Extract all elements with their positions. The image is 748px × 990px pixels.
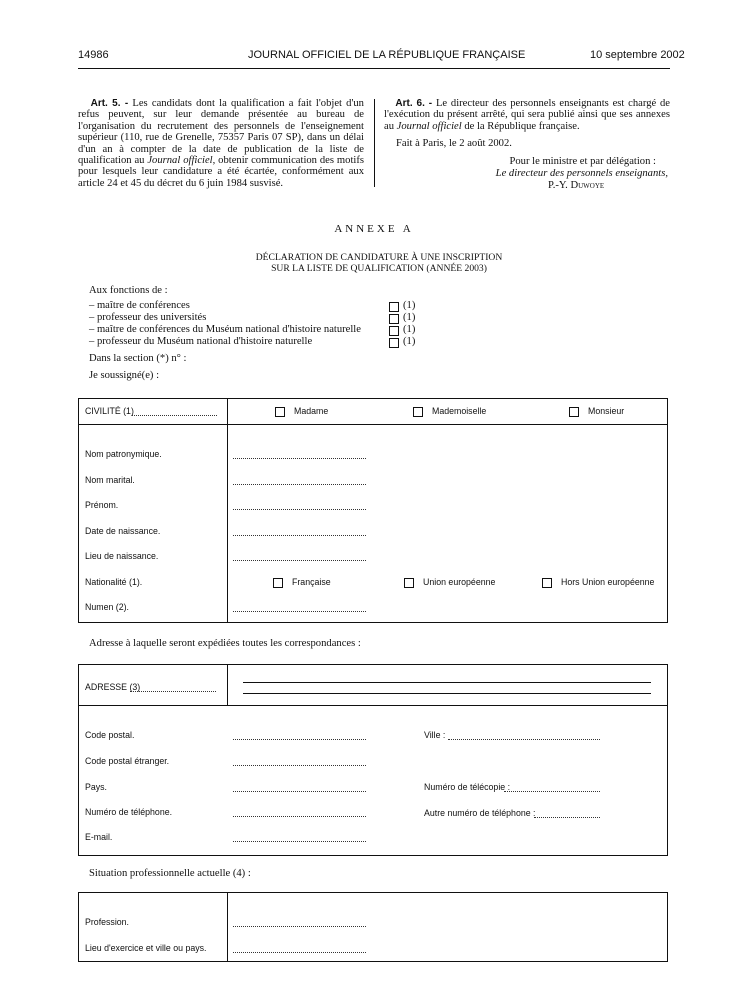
- nom-marital-field[interactable]: [233, 484, 366, 485]
- fonction-checkbox[interactable]: [389, 326, 399, 336]
- pays-field[interactable]: [233, 791, 366, 792]
- civilite-row-divider: [79, 424, 667, 425]
- section-number-label: Dans la section (*) n° :: [89, 353, 187, 364]
- telecopie-field[interactable]: [504, 791, 600, 792]
- adresse-intro: Adresse à laquelle seront expédiées toutes les correspondances :: [89, 638, 361, 649]
- hors-union-label: Hors Union européenne: [561, 577, 655, 587]
- article-5-label: Art. 5. -: [90, 98, 129, 109]
- telephone-label: Numéro de téléphone.: [85, 807, 173, 817]
- directeur-title: Le directeur des personnels enseignants,: [495, 168, 668, 179]
- signature: P.-Y. Duwoye: [548, 180, 605, 191]
- identity-box: [78, 398, 668, 623]
- francaise-label: Française: [292, 577, 331, 587]
- numen-label: Numen (2).: [85, 602, 129, 612]
- adresse-label-field[interactable]: [130, 691, 216, 692]
- declaration-line-2: SUR LA LISTE DE QUALIFICATION (ANNÉE 2003): [271, 263, 487, 274]
- hors-union-checkbox[interactable]: [542, 578, 552, 588]
- annexe-title: ANNEXE A: [334, 223, 414, 235]
- journal-title: JOURNAL OFFICIEL DE LA RÉPUBLIQUE FRANÇAISE: [248, 49, 526, 61]
- article-6-text-b: de la République française.: [464, 120, 580, 132]
- adresse-line-1[interactable]: [243, 682, 651, 683]
- ville-field[interactable]: [448, 739, 600, 740]
- declaration-line-1: DÉCLARATION DE CANDIDATURE À UNE INSCRIPTION: [255, 252, 503, 263]
- mademoiselle-label: Mademoiselle: [432, 406, 487, 416]
- madame-checkbox[interactable]: [275, 407, 285, 417]
- fonction-note: (1): [403, 336, 416, 347]
- civilite-field[interactable]: [132, 415, 217, 416]
- autre-telephone-label: Autre numéro de téléphone :: [424, 808, 536, 818]
- profession-field[interactable]: [233, 926, 366, 927]
- article-5-text-b: obtenir communication des motifs pour lesquels leur candidature a été écartée, conformément aux article 24 et 45 du décret du 6 juin 1984 susvisé.: [78, 155, 364, 189]
- fonction-note: (1): [403, 324, 416, 335]
- page-number: 14986: [78, 49, 109, 61]
- fonction-item: – professeur du Muséum national d'histoire naturelle: [89, 336, 313, 347]
- column-divider: [374, 99, 375, 187]
- fonction-checkbox[interactable]: [389, 338, 399, 348]
- mademoiselle-checkbox[interactable]: [413, 407, 423, 417]
- prenom-field[interactable]: [233, 509, 366, 510]
- fonction-item: – maître de conférences du Muséum national d'histoire naturelle: [89, 324, 361, 335]
- date-naissance-field[interactable]: [233, 535, 366, 536]
- fonction-checkbox[interactable]: [389, 302, 399, 312]
- article-6-label: Art. 6. -: [395, 98, 433, 109]
- email-field[interactable]: [233, 841, 366, 842]
- article-6: [384, 98, 670, 132]
- email-label: E-mail.: [85, 832, 113, 842]
- issue-date: 10 septembre 2002: [590, 49, 685, 61]
- autre-telephone-field[interactable]: [534, 817, 600, 818]
- pays-label: Pays.: [85, 782, 108, 792]
- nom-patronymique-field[interactable]: [233, 458, 366, 459]
- union-europeenne-label: Union européenne: [423, 577, 496, 587]
- lieu-naissance-field[interactable]: [233, 560, 366, 561]
- nom-marital-label: Nom marital.: [85, 475, 135, 485]
- pour-le-ministre: Pour le ministre et par délégation :: [509, 156, 656, 167]
- francaise-checkbox[interactable]: [273, 578, 283, 588]
- date-naissance-label: Date de naissance.: [85, 526, 161, 536]
- identity-column-divider: [227, 399, 228, 622]
- union-europeenne-checkbox[interactable]: [404, 578, 414, 588]
- header-rule: [78, 68, 670, 69]
- article-5-text-a: Les candidats dont la qualification a fait l'objet d'un refus peuvent, sur leur demande présentée au bureau de l'organisation du recrutement des personnels de l'enseignement supérieur (110, rue de Grenelle, 75357 Paris 07 SP), dans un délai d'un an à compter de la date de publication de la liste de qualification au: [78, 98, 364, 167]
- fonction-checkbox[interactable]: [389, 314, 399, 324]
- lieu-exercice-field[interactable]: [233, 952, 366, 953]
- telephone-field[interactable]: [233, 816, 366, 817]
- situation-intro: Situation professionnelle actuelle (4) :: [89, 868, 251, 879]
- soussigne-label: Je soussigné(e) :: [89, 370, 160, 381]
- fonctions-intro: Aux fonctions de :: [89, 285, 168, 296]
- fonction-item: – maître de conférences: [89, 300, 190, 311]
- adresse-row-divider: [79, 705, 667, 706]
- nom-patronymique-label: Nom patronymique.: [85, 449, 162, 459]
- article-6-text-a: Le directeur des personnels enseignants est chargé de l'exécution du présent arrêté, qui sera publié ainsi que ses annexes au: [384, 98, 670, 132]
- nationalite-label: Nationalité (1).: [85, 577, 143, 587]
- prenom-label: Prénom.: [85, 500, 119, 510]
- article-6-journal: Journal officiel: [396, 120, 462, 132]
- fonction-item: – professeur des universités: [89, 312, 207, 323]
- civilite-label: CIVILITÉ (1): [85, 406, 134, 416]
- adresse-column-divider: [227, 665, 228, 705]
- code-postal-label: Code postal.: [85, 730, 135, 740]
- fonction-note: (1): [403, 300, 416, 311]
- numen-field[interactable]: [233, 611, 366, 612]
- ville-label: Ville :: [424, 730, 446, 740]
- situation-column-divider: [227, 893, 228, 961]
- monsieur-checkbox[interactable]: [569, 407, 579, 417]
- monsieur-label: Monsieur: [588, 406, 625, 416]
- adresse-label: ADRESSE (3): [85, 682, 141, 692]
- fonction-note: (1): [403, 312, 416, 323]
- profession-label: Profession.: [85, 917, 130, 927]
- code-postal-etranger-field[interactable]: [233, 765, 366, 766]
- article-5: [78, 98, 364, 189]
- adresse-line-2[interactable]: [243, 693, 651, 694]
- madame-label: Madame: [294, 406, 329, 416]
- code-postal-etranger-label: Code postal étranger.: [85, 756, 170, 766]
- lieu-exercice-label: Lieu d'exercice et ville ou pays.: [85, 943, 207, 953]
- lieu-naissance-label: Lieu de naissance.: [85, 551, 159, 561]
- telecopie-label: Numéro de télécopie :: [424, 782, 511, 792]
- article-5-journal: Journal officiel,: [147, 155, 216, 167]
- fait-a-paris: Fait à Paris, le 2 août 2002.: [396, 138, 512, 149]
- code-postal-field[interactable]: [233, 739, 366, 740]
